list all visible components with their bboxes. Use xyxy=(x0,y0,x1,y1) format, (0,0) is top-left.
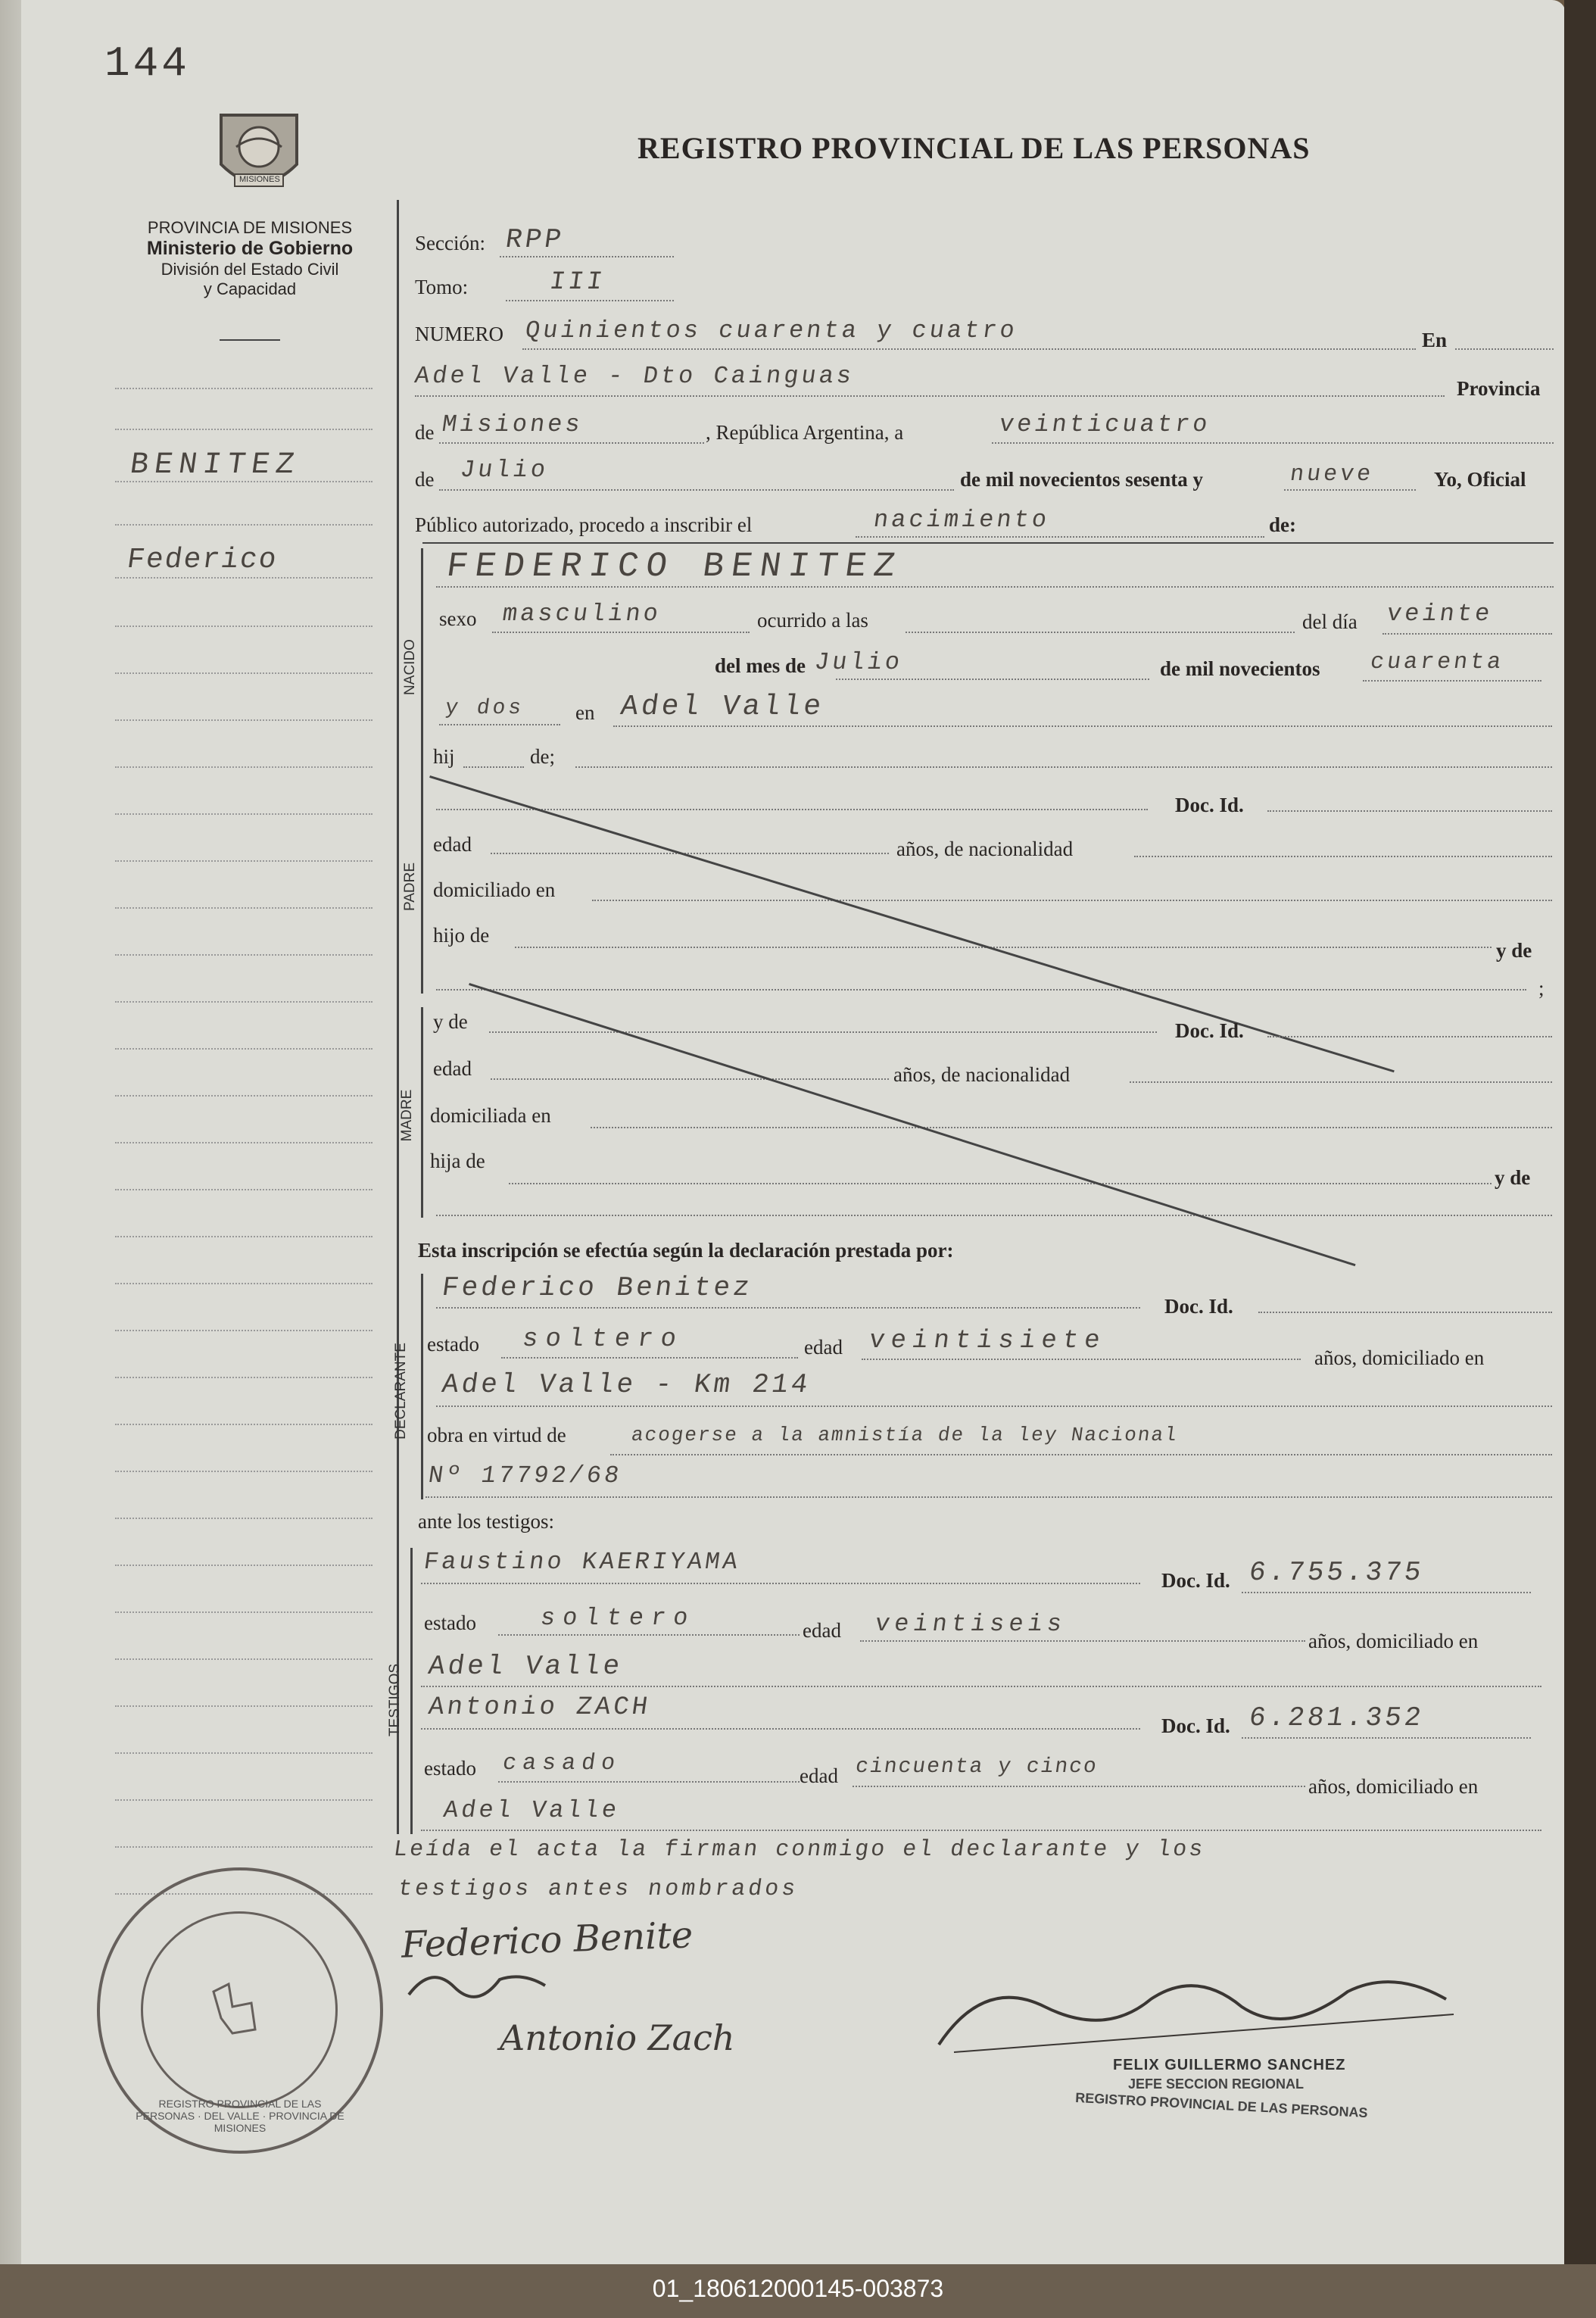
sexo-value: masculino xyxy=(500,600,663,628)
del-mes-label: del mes de xyxy=(715,654,806,677)
lugar-nac-line xyxy=(613,725,1552,727)
declarante-label: DECLARANTE xyxy=(393,1343,409,1440)
testigo2-name-value: Antonio ZACH xyxy=(426,1693,653,1722)
testigo2-edad-label: edad xyxy=(800,1764,838,1787)
margin-rule xyxy=(115,577,373,579)
column-divider xyxy=(397,200,399,1834)
declarante-signature: Federico Benite xyxy=(401,1914,694,1967)
testigo1-name-line xyxy=(421,1583,1140,1584)
hij-line-2 xyxy=(575,766,1552,768)
provincia-label: Provincia xyxy=(1457,377,1541,400)
margin-rule xyxy=(115,766,373,768)
obra-numero-value: Nº 17792/68 xyxy=(426,1462,624,1490)
padre-hijo-label: hijo de xyxy=(433,924,490,947)
margin-rule xyxy=(115,1658,373,1660)
margin-rule xyxy=(115,626,373,627)
nacido-bracket xyxy=(421,548,423,789)
mes-line xyxy=(439,489,954,491)
margin-rule xyxy=(115,1142,373,1143)
margin-rule xyxy=(115,1471,373,1472)
dia-nac-line xyxy=(1382,633,1552,635)
book-cover-edge xyxy=(1564,0,1596,2264)
margin-rule xyxy=(115,1377,373,1378)
declarante-edad-label: edad xyxy=(804,1336,843,1359)
testigo1-estado-label: estado xyxy=(424,1611,476,1634)
margin-rule xyxy=(115,388,373,389)
madre-doc-label: Doc. Id. xyxy=(1175,1019,1244,1042)
en-label: En xyxy=(1422,329,1448,351)
testigo1-name-value: Faustino KAERIYAMA xyxy=(422,1548,743,1576)
margin-rule xyxy=(115,1048,373,1050)
testigo2-signature: Antonio Zach xyxy=(500,2017,735,2058)
margin-rule xyxy=(115,1236,373,1237)
margin-rule xyxy=(115,429,373,430)
margin-rule xyxy=(115,672,373,674)
de-label: de xyxy=(415,421,435,444)
declarante-doc-label: Doc. Id. xyxy=(1164,1295,1233,1318)
declarante-edad-value: veintisiete xyxy=(867,1327,1108,1356)
padre-edad-line xyxy=(491,853,889,854)
declarante-dom-line xyxy=(436,1405,1552,1407)
madre-yde2-label: y de xyxy=(1495,1166,1531,1189)
anio-nac-b-line xyxy=(439,724,560,725)
padre-label: PADRE xyxy=(402,862,418,912)
testigo1-dom-label: años, domiciliado en xyxy=(1308,1630,1479,1652)
nombre-value: FEDERICO BENITEZ xyxy=(444,547,906,586)
anio-nac-a-value: cuarenta xyxy=(1368,650,1506,675)
mes-value: Julio xyxy=(458,456,550,484)
testigo1-dom-value: Adel Valle xyxy=(426,1651,625,1682)
hij-label: hij xyxy=(433,745,455,768)
emblem-label: MISIONES xyxy=(239,175,280,184)
madre-dom-label: domiciliada en xyxy=(430,1104,551,1127)
org-province: PROVINCIA DE MISIONES xyxy=(147,218,353,237)
acto-line xyxy=(856,536,1264,538)
margin-rule xyxy=(115,524,373,526)
lugar-line xyxy=(415,395,1445,397)
acto-value: nacimiento xyxy=(871,506,1052,534)
declaracion-heading: Esta inscripción se efectúa según la declaración prestada por: xyxy=(418,1239,954,1262)
provincia-value: Misiones xyxy=(440,410,585,438)
hij-line xyxy=(463,766,524,768)
fecha-dia-line xyxy=(992,442,1554,444)
madre-name-line xyxy=(489,1031,1157,1033)
official-org: REGISTRO PROVINCIAL DE LAS PERSONAS xyxy=(1074,2089,1369,2121)
mes-nac-line xyxy=(836,679,1149,680)
republica-label: , República Argentina, a xyxy=(706,421,904,444)
org-ministry: Ministerio de Gobierno xyxy=(146,238,354,259)
madre-nac-label: años, de nacionalidad xyxy=(893,1063,1071,1086)
cierre-line-1: Leída el acta la firman conmigo el declarante y los xyxy=(391,1837,1207,1863)
ocurrido-line xyxy=(906,632,1295,633)
padre-nac-label: años, de nacionalidad xyxy=(896,838,1074,860)
official-stamp xyxy=(97,1867,383,2154)
testigo1-edad-line xyxy=(860,1640,1305,1642)
padre-extra-line xyxy=(436,989,1526,991)
cierre-line-2: testigos antes nombrados xyxy=(396,1877,800,1902)
lugar-nac-value: Adel Valle xyxy=(618,691,827,723)
testigo1-signature-mark xyxy=(401,1964,598,2010)
declarante-name-line xyxy=(436,1307,1140,1309)
declarante-estado-value: soltero xyxy=(520,1325,686,1354)
padre-edad-label: edad xyxy=(433,833,472,856)
margin-rule xyxy=(115,719,373,721)
testigo2-doc-value: 6.281.352 xyxy=(1247,1702,1426,1733)
testigo2-edad-line xyxy=(853,1786,1305,1787)
org-division: División del Estado Civil xyxy=(161,260,339,279)
margin-rule xyxy=(115,1189,373,1190)
testigos-heading: ante los testigos: xyxy=(418,1510,554,1533)
margin-rule xyxy=(115,1565,373,1566)
testigo2-edad-value: cincuenta y cinco xyxy=(853,1755,1099,1779)
testigo2-dom-label: años, domiciliado en xyxy=(1308,1775,1479,1798)
testigo1-estado-value: soltero xyxy=(538,1604,698,1632)
margin-rule xyxy=(115,1611,373,1613)
madre-hija-line xyxy=(509,1183,1492,1184)
obra-value: acogerse a la amnistía de la ley Nacional xyxy=(629,1424,1180,1446)
testigo2-dom-value: Adel Valle xyxy=(441,1796,622,1824)
margin-rule xyxy=(115,1283,373,1284)
testigo2-estado-value: casado xyxy=(500,1751,623,1777)
de-colon-label: de: xyxy=(1269,513,1296,536)
margin-rule xyxy=(115,1095,373,1097)
de-mil-sesenta-label: de mil novecientos sesenta y xyxy=(960,468,1203,491)
padre-hijo-line xyxy=(515,947,1492,948)
sexo-line xyxy=(492,632,750,633)
testigo2-name-line xyxy=(421,1728,1140,1730)
numero-label: NUMERO xyxy=(415,323,504,345)
de-label-2: de xyxy=(415,468,435,491)
testigo2-estado-line xyxy=(498,1781,800,1783)
margin-rule xyxy=(115,813,373,815)
en2-label: en xyxy=(575,701,595,724)
tomo-label: Tomo: xyxy=(415,276,469,298)
padre-bracket xyxy=(421,789,423,994)
mes-nac-value: Julio xyxy=(812,648,905,676)
padre-doc-line xyxy=(1267,810,1552,812)
anio-nac-a-line xyxy=(1363,680,1541,682)
padre-semicolon: ; xyxy=(1538,977,1545,1000)
testigo1-doc-line xyxy=(1242,1592,1531,1593)
del-dia-label: del día xyxy=(1302,610,1358,633)
page-title: REGISTRO PROVINCIAL DE LAS PERSONAS xyxy=(637,131,1311,165)
fecha-dia-value: veinticuatro xyxy=(997,410,1213,438)
margin-rule xyxy=(115,1424,373,1425)
ocurrido-label: ocurrido a las xyxy=(757,609,868,632)
de-semi-label: de; xyxy=(530,745,555,768)
yo-oficial-label: Yo, Oficial xyxy=(1434,468,1526,491)
testigo2-doc-label: Doc. Id. xyxy=(1161,1714,1230,1737)
seccion-line xyxy=(500,256,674,257)
testigo1-dom-line xyxy=(421,1686,1541,1687)
testigo1-edad-value: veintiseis xyxy=(873,1610,1068,1638)
obra-line xyxy=(610,1454,1552,1455)
madre-edad-label: edad xyxy=(433,1057,472,1080)
margin-rule xyxy=(115,1799,373,1801)
madre-edad-line xyxy=(491,1078,889,1080)
madre-nac-line xyxy=(1130,1081,1552,1083)
folio-number: 144 xyxy=(104,39,190,88)
padre-dom-label: domiciliado en xyxy=(433,878,556,901)
nombre-line xyxy=(436,586,1554,588)
testigo1-estado-line xyxy=(498,1634,800,1636)
margin-rule xyxy=(115,1518,373,1519)
org-capacidad: y Capacidad xyxy=(203,279,297,298)
declarante-edad-line xyxy=(862,1359,1301,1360)
lugar-value: Adel Valle - Dto Cainguas xyxy=(413,362,856,390)
margin-rule xyxy=(115,1001,373,1003)
madre-extra-line xyxy=(436,1215,1552,1216)
testigos-label: TESTIGOS xyxy=(387,1663,403,1737)
en-line xyxy=(1455,348,1554,350)
official-signature-mark xyxy=(924,1969,1499,2060)
stamp-text: REGISTRO PROVINCIAL DE LAS PERSONAS · DEL VALLE · PROVINCIA DE MISIONES xyxy=(136,2098,344,2134)
section-rule xyxy=(422,542,1554,544)
margin-given-name: Federico xyxy=(124,544,280,576)
margin-rule xyxy=(115,954,373,956)
madre-yde-label: y de xyxy=(433,1010,468,1033)
testigos-bracket xyxy=(410,1548,413,1834)
image-id: 01_180612000145-003873 xyxy=(652,2275,944,2302)
anio-y-line xyxy=(1284,489,1416,491)
testigo2-dom-line xyxy=(421,1830,1541,1831)
numero-value: Quinientos cuarenta y cuatro xyxy=(523,317,1020,345)
testigo2-estado-label: estado xyxy=(424,1757,476,1780)
declarante-dom-value: Adel Valle - Km 214 xyxy=(440,1369,813,1400)
madre-doc-line xyxy=(1267,1036,1552,1037)
misiones-emblem xyxy=(206,100,312,206)
obra-numero-line xyxy=(425,1496,1552,1498)
publico-label: Público autorizado, procedo a inscribir el xyxy=(415,513,753,536)
sexo-label: sexo xyxy=(439,607,477,630)
declarante-estado-label: estado xyxy=(427,1333,479,1356)
testigo2-doc-line xyxy=(1242,1737,1531,1739)
de-mil-nov-label: de mil novecientos xyxy=(1160,657,1320,680)
padre-yde-label: y de xyxy=(1496,939,1532,962)
madre-label: MADRE xyxy=(399,1089,415,1142)
padre-doc-label: Doc. Id. xyxy=(1175,794,1244,816)
padre-nac-line xyxy=(1134,856,1552,857)
margin-rule xyxy=(115,1330,373,1331)
madre-bracket xyxy=(421,1007,423,1218)
official-role: JEFE SECCION REGIONAL xyxy=(1128,2076,1305,2092)
padre-dom-line xyxy=(592,900,1552,901)
margin-rule xyxy=(115,907,373,909)
declarante-estado-line xyxy=(501,1357,798,1359)
tomo-line xyxy=(506,300,674,301)
nacido-label: NACIDO xyxy=(402,639,418,695)
obra-label: obra en virtud de xyxy=(427,1424,566,1446)
testigo1-doc-label: Doc. Id. xyxy=(1161,1569,1230,1592)
declarante-name-value: Federico Benitez xyxy=(440,1272,755,1303)
official-name: FELIX GUILLERMO SANCHEZ xyxy=(1113,2057,1346,2073)
testigo1-edad-label: edad xyxy=(803,1619,841,1642)
margin-surname: BENITEZ xyxy=(127,448,303,482)
anio-y-value: nueve xyxy=(1288,462,1376,488)
anio-nac-b-value: y dos xyxy=(443,697,526,720)
declarante-dom-label: años, domiciliado en xyxy=(1314,1346,1485,1369)
tomo-value: III xyxy=(547,268,607,297)
madre-hija-label: hija de xyxy=(430,1150,485,1172)
declarante-bracket xyxy=(421,1274,423,1499)
org-divider xyxy=(220,339,280,341)
margin-rule xyxy=(115,1752,373,1754)
testigo1-doc-value: 6.755.375 xyxy=(1247,1557,1426,1588)
dia-nac-value: veinte xyxy=(1385,600,1495,628)
seccion-label: Sección: xyxy=(415,232,485,254)
numero-line xyxy=(522,348,1416,350)
madre-dom-line xyxy=(591,1127,1552,1128)
margin-rule xyxy=(115,1705,373,1707)
provincia-line xyxy=(439,442,704,444)
margin-rule xyxy=(115,1846,373,1848)
org-block xyxy=(98,218,401,299)
declarante-doc-line xyxy=(1258,1312,1552,1313)
seccion-value: RPP xyxy=(503,224,566,255)
margin-rule xyxy=(115,860,373,862)
